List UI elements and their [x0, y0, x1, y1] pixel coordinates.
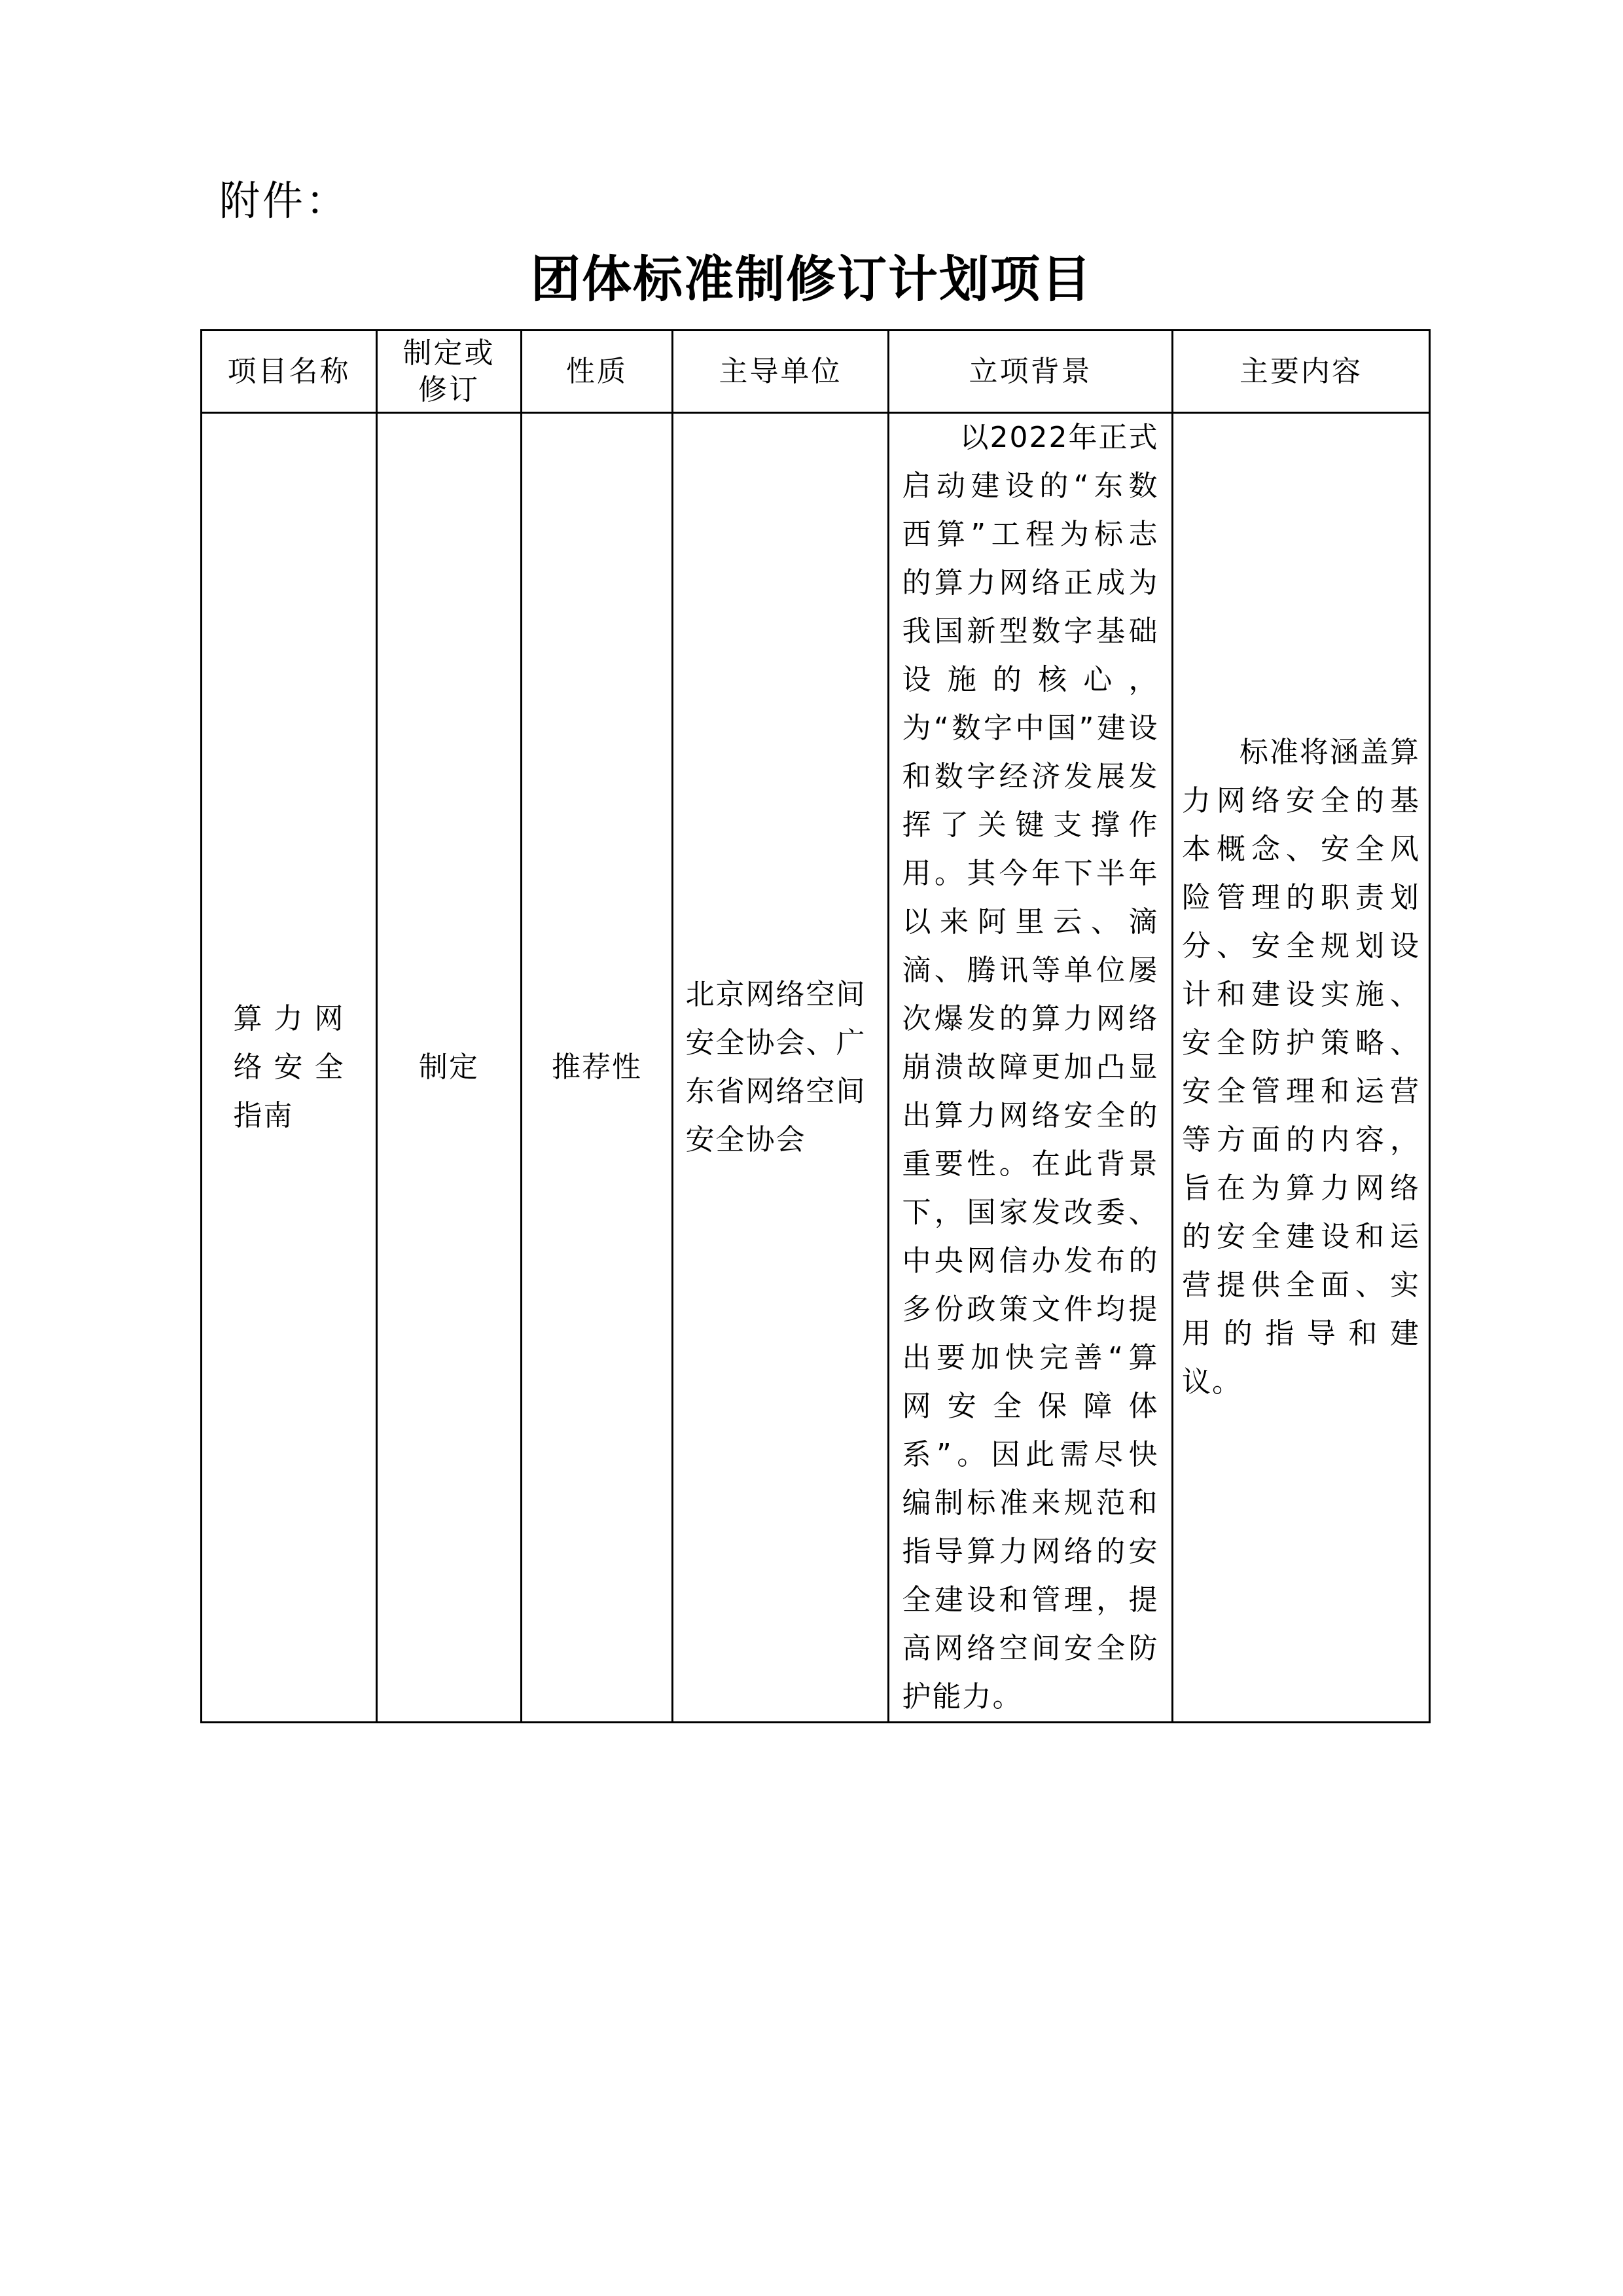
background-text: 以2022年正式启动建设的“东数西算”工程为标志的算力网络正成为我国新型数字基础设施的核心，为“数字中国”建设和数字经济发展发挥了关键支撑作用。其今年下半年以来阿里云、滴滴、腾讯等单位屡次爆发的算力网络崩溃故障更加凸显出算力网络安全的重要性。在此背景下，国家发改委、中央网信办发布的多份政策文件均提出要加快完善“算网安全保障体系”。因此需尽快编制标准来规范和指导算力网络的安全建设和管理，提高网络空间安全防护能力。: [902, 421, 1159, 1713]
table-row: [202, 413, 1430, 1723]
cell-lead-unit: [673, 413, 889, 1723]
plan-table: [200, 329, 1431, 1723]
content-text: 标准将涵盖算力网络安全的基本概念、安全风险管理的职责划分、安全规划设计和建设实施、安全防护策略、安全管理和运营等方面的内容，旨在为算力网络的安全建设和运营提供全面、实用的指导和建议。: [1182, 736, 1420, 1399]
header-content: 主要内容: [1173, 331, 1430, 413]
header-project-name: 项目名称: [202, 331, 377, 413]
cell-project-name: [202, 413, 377, 1723]
attachment-label: 附件：: [219, 177, 349, 224]
header-nature: 性质: [522, 331, 673, 413]
cell-content: [1173, 413, 1430, 1723]
header-row: [202, 331, 1430, 413]
header-lead-unit: 主导单位: [673, 331, 889, 413]
project-name-text: 算力网络安全指南: [233, 1002, 345, 1132]
nature-text: 推荐性: [552, 1050, 642, 1084]
type-text: 制定: [419, 1050, 479, 1084]
table-header: [202, 331, 1430, 413]
document-title: 团体标准制修订计划项目: [531, 250, 1092, 308]
header-type-label: 制定或修订: [402, 336, 495, 406]
lead-unit-text: 北京网络空间安全协会、广东省网络空间安全协会: [685, 978, 866, 1157]
cell-type: [377, 413, 522, 1723]
cell-background: [889, 413, 1173, 1723]
header-background: 立项背景: [889, 331, 1173, 413]
header-type: [377, 331, 522, 413]
cell-nature: [522, 413, 673, 1723]
